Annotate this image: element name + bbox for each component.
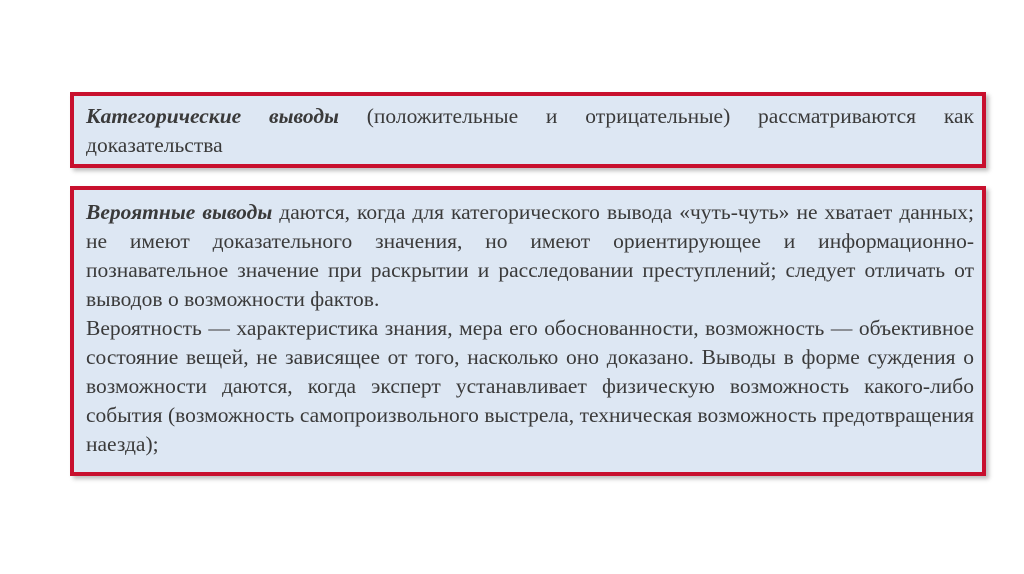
categorical-conclusions-box	[70, 92, 986, 168]
probable-conclusions-paragraph	[86, 198, 974, 314]
probable-conclusions-box	[70, 186, 986, 476]
categorical-conclusions-text: (положительные и отрицательные) рассматриваются как доказательства	[86, 104, 974, 157]
probable-conclusions-term: Вероятные выводы	[86, 200, 273, 224]
probable-conclusions-text: даются, когда для категорического вывода «чуть-чуть» не хватает данных; не имеют доказательного значения, но имеют ориентирующее и информационно-познавательное значение при раскрытии и расследовании преступлений; следует отличать от выводов о возможности фактов.	[86, 200, 974, 311]
categorical-conclusions-paragraph	[86, 102, 974, 160]
probability-definition-paragraph: Вероятность — характеристика знания, мера его обоснованности, возможность — объективное состояние вещей, не зависящее от того, насколько оно доказано. Выводы в форме суждения о возможности даются, когда эксперт устанавливает физическую возможность какого-либо события (возможность самопроизвольного выстрела, техническая возможность предотвращения наезда);	[86, 316, 974, 456]
categorical-conclusions-term: Категорические выводы	[86, 104, 339, 128]
